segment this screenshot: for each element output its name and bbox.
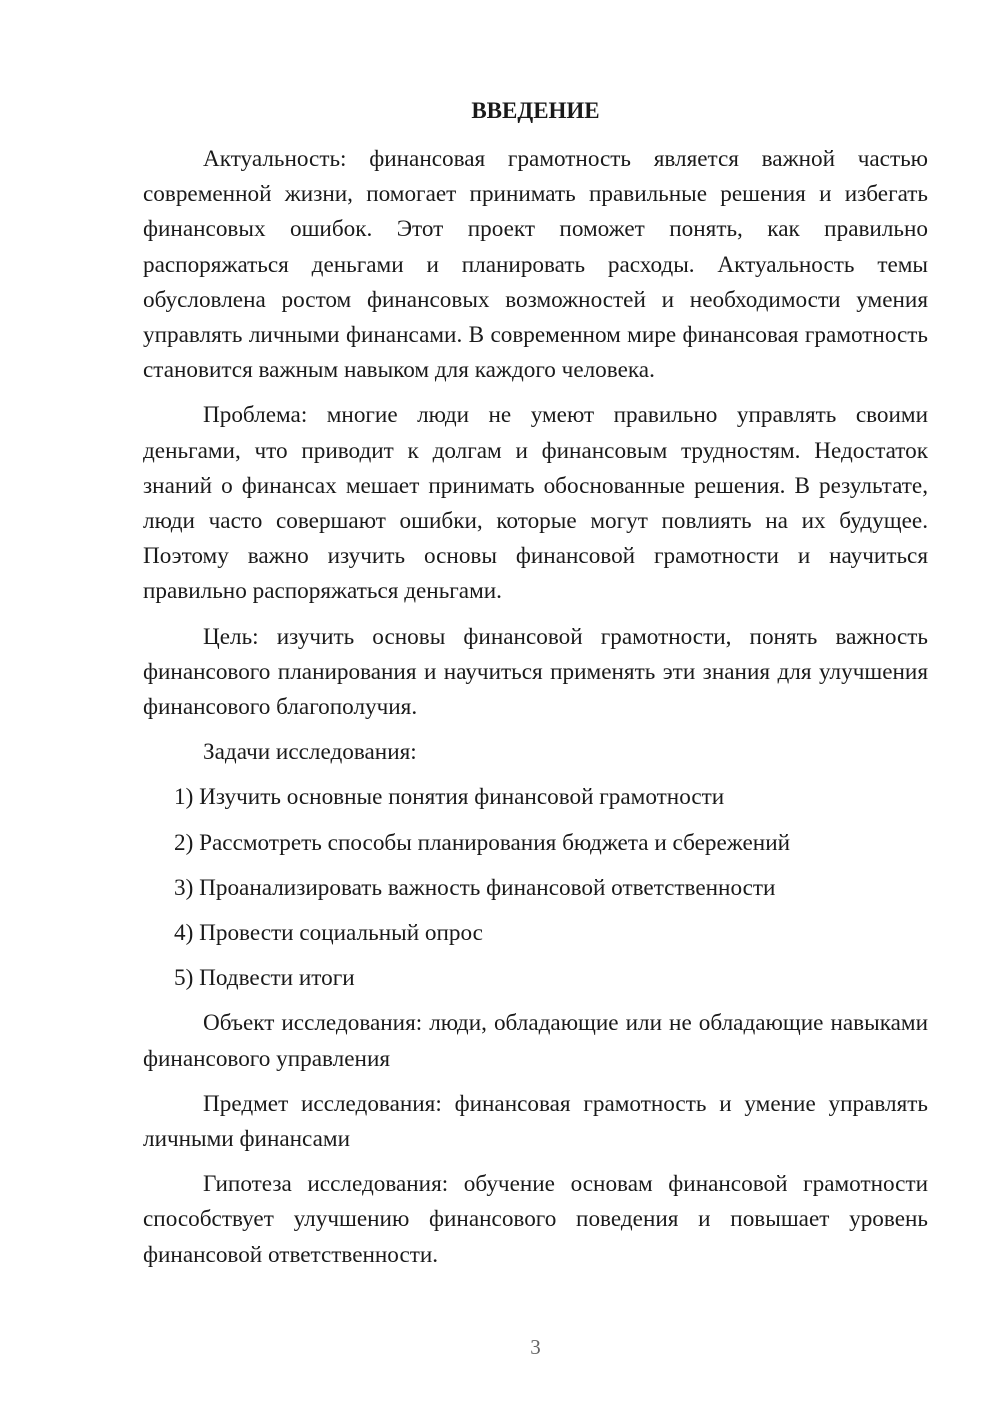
subject-paragraph: Предмет исследования: финансовая грамотность и умение управлять личными финансами <box>143 1090 928 1153</box>
document-body <box>143 142 928 1273</box>
task-item-2: 2) Рассмотреть способы планирования бюджета и сбережений <box>174 829 791 856</box>
task-item-4: 4) Провести социальный опрос <box>174 920 483 947</box>
problem-paragraph: Проблема: многие люди не умеют правильно управлять своими деньгами, что приводит к долгам и финансовым трудностям. Недостаток знаний о финансах мешает принимать обоснованные решения. В результате, люди часто совершают ошибки, которые могут повлиять на их будущее. Поэтому важно изучить основы финансовой грамотности и научиться правильно распоряжаться деньгами. <box>143 402 928 605</box>
tasks-heading: Задачи исследования: <box>203 739 417 766</box>
task-item-1: 1) Изучить основные понятия финансовой грамотности <box>174 784 725 811</box>
hypothesis-paragraph: Гипотеза исследования: обучение основам финансовой грамотности способствует улучшению финансового поведения и повышает уровень финансовой ответственности. <box>143 1171 928 1268</box>
relevance-paragraph: Актуальность: финансовая грамотность является важной частью современной жизни, помогает принимать правильные решения и избегать финансовых ошибок. Этот проект поможет понять, как правильно распоряжаться деньгами и планировать расходы. Актуальность темы обусловлена ростом финансовых возможностей и необходимости умения управлять личными финансами. В современном мире финансовая грамотность становится важным навыком для каждого человека. <box>143 146 928 384</box>
task-item-3: 3) Проанализировать важность финансовой ответственности <box>174 874 776 901</box>
task-item-5: 5) Подвести итоги <box>174 965 355 992</box>
page-number: 3 <box>530 1335 541 1359</box>
object-paragraph: Объект исследования: люди, обладающие или не обладающие навыками финансового управления <box>143 1010 928 1072</box>
document-page <box>143 0 928 1414</box>
document-title: ВВЕДЕНИЕ <box>471 98 600 123</box>
goal-paragraph: Цель: изучить основы финансовой грамотности, понять важность финансового планирования и научиться применять эти знания для улучшения финансового благополучия. <box>143 623 928 721</box>
